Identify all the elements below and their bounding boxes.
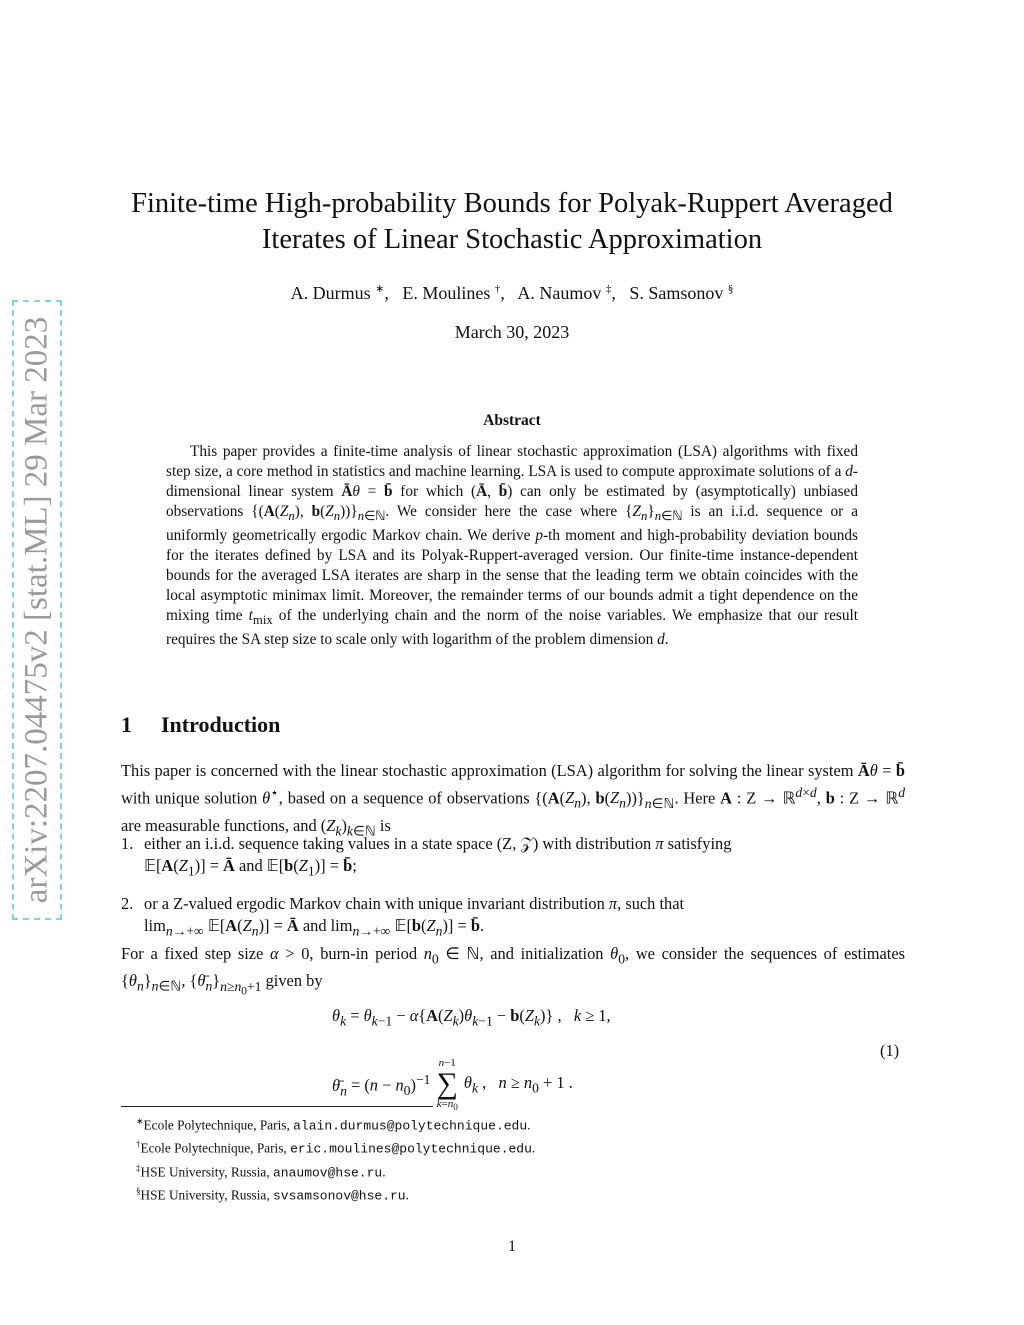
section-number: 1	[121, 712, 132, 737]
section-heading	[121, 712, 280, 738]
footnote: ∗Ecole Polytechnique, Paris, alain.durmus@polytechnique.edu.	[136, 1116, 531, 1134]
author: A. Durmus	[290, 283, 371, 303]
title-line-2: Iterates of Linear Stochastic Approximation	[261, 224, 763, 255]
author: E. Moulines	[402, 283, 491, 303]
footnotes	[136, 1112, 535, 1206]
paper-title	[100, 186, 924, 258]
author-list: A. Durmus ∗, E. Moulines †, A. Naumov ‡, S. Samsonov §	[290, 283, 734, 303]
abstract-text: This paper provides a finite-time analysis of linear stochastic approximation (LSA) algorithms with fixed step size, a core method in statistics and machine learning. LSA is used to compute approximate solutions of a d-dimensional linear system Āθ = b̄ for which (Ā, b̄) can only be estimated by (asymptotically) unbiased observations {($A(Z_n)$, $b(Z_n))\}_{n\in ℕ}$. We consider here the case where $\{Z_n\}_{n\in ℕ}$ is an i.i.d. sequence or a uniformly geometrically ergodic Markov chain. We derive p-th moment and high-probability deviation bounds for the iterates defined by LSA and its Polyak-Ruppert-averaged version. Our finite-time instance-dependent bounds for the averaged LSA iterates are sharp in the sense that the leading term we obtain coincides with the local asymptotic minimax limit. Moreover, the remainder terms of our bounds admit a tight dependence on the mixing time $t_{mix}$ of the underlying chain and the norm of the noise variables. We emphasize that our result requires the SA step size to scale only with logarithm of the problem dimension d.	[166, 443, 859, 649]
section-title: Introduction	[161, 712, 281, 737]
intro-paragraph: For a fixed step size α > 0, burn-in period $n_0$ ∈ ℕ, and initialization $\theta_0$, we consider the sequences of estimates $\{\theta_n\}_{n\in ℕ}$, $\{\thetā_n\}_{n\ge n_0+1}$ given by	[121, 944, 905, 998]
arxiv-stamp	[12, 300, 62, 920]
footnote-email[interactable]: anaumov@hse.ru	[272, 1165, 383, 1181]
equation-block	[332, 1005, 611, 1113]
intro-paragraph: This paper is concerned with the linear stochastic approximation (LSA) algorithm for solving the linear system Āθ = b̄ with unique solution θ⋆, based on a sequence of observations {($A(Z_n)$, $b(Z_n))\}_{n\in ℕ}$. Here A : Z → ℝ$^{d\times d}$, b : Z → ℝ$^d$ are measurable functions, and $(Z_k)_{k\in ℕ}$ is	[121, 761, 906, 839]
author-mark: †	[494, 283, 501, 295]
footnote-email[interactable]: eric.moulines@polytechnique.edu	[290, 1141, 532, 1157]
list-item: 1. either an i.i.d. sequence taking values in a state space (Z, 𝒵) with distribution π satisfying $𝔼[A(Z_1)]$ = Ā and $𝔼[b(Z_1)]$ = b̄;	[121, 834, 732, 879]
equation-number: (1)	[880, 1041, 900, 1060]
title-line-1: Finite-time High-probability Bounds for Polyak-Ruppert Averaged	[131, 188, 893, 219]
footnote-divider	[121, 1106, 433, 1107]
author-mark: ‡	[605, 283, 612, 295]
author: S. Samsonov	[629, 283, 724, 303]
list-item: 2. or a Z-valued ergodic Markov chain with unique invariant distribution π, such that $\lim_{n\to+\infty}$ $𝔼[A(Z_n)]$ = Ā and $\lim_{n\to+\infty}$ $𝔼[b(Z_n)]$ = b̄.	[121, 894, 685, 939]
arxiv-stamp-text: arXiv:2207.04475v2 [stat.ML] 29 Mar 2023	[18, 316, 55, 904]
author-mark: ∗	[375, 283, 385, 295]
footnote: §HSE University, Russia, svsamsonov@hse.ru.	[136, 1186, 409, 1204]
footnote: †Ecole Polytechnique, Paris, eric.moulines@polytechnique.edu.	[136, 1139, 536, 1157]
author-mark: §	[727, 283, 734, 295]
paper-date: March 30, 2023	[454, 322, 570, 342]
footnote-email[interactable]: alain.durmus@polytechnique.edu	[293, 1118, 528, 1134]
author: A. Naumov	[517, 283, 602, 303]
footnote-email[interactable]: svsamsonov@hse.ru	[272, 1188, 406, 1204]
equation-line: $\thetā_n = (n - n_0)^{-1}$ n−1 ∑ $k=n_0$ $\theta_k$ , $n \ge n_0 + 1$ .	[332, 1057, 573, 1113]
abstract-heading: Abstract	[483, 412, 541, 429]
footnote: ‡HSE University, Russia, anaumov@hse.ru.	[136, 1162, 386, 1181]
page-number: 1	[508, 1238, 516, 1255]
equation-line: $\theta_k = \theta_{k-1} - \alpha\{A(Z_k)\theta_{k-1} - b(Z_k)\}$ , k ≥ 1,	[332, 1006, 611, 1029]
